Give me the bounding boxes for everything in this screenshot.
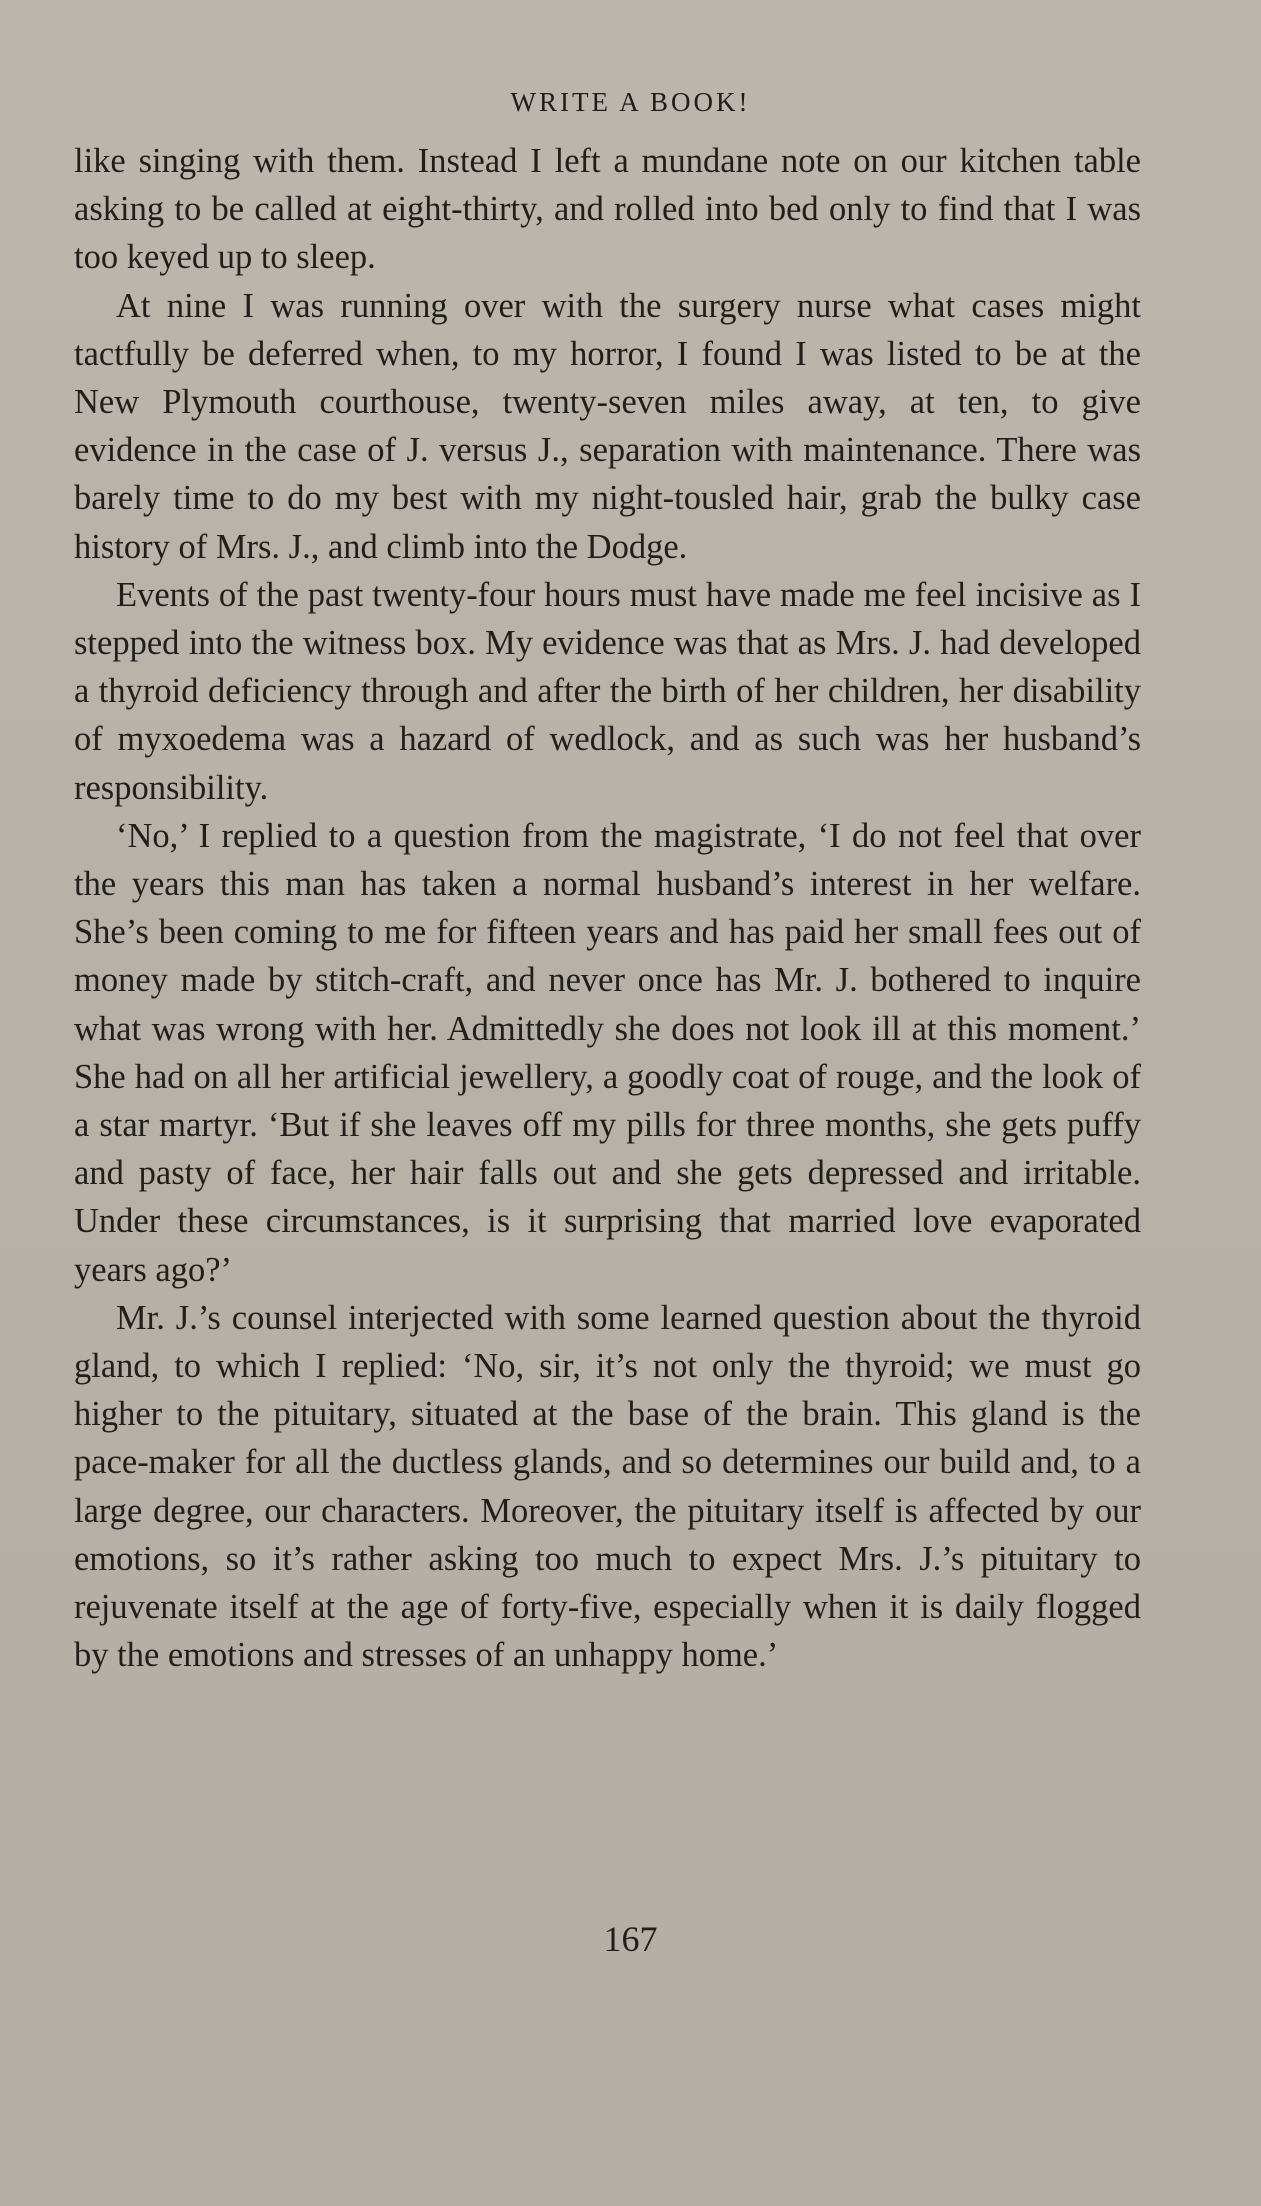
paragraph: Mr. J.’s counsel interjected with some learned question about the thyroid gland, to which I replied: ‘No, sir, it’s not only the thyroid; we must go higher to the pituitary, situated at the base of the brain. This gland is the pace-maker for all the ductless glands, and so determines our build and, to a large degree, our characters. Moreover, the pituitary itself is affected by our emotions, so it’s rather asking too much to expect Mrs. J.’s pituitary to rejuvenate itself at the age of forty-five, especially when it is daily flogged by the emotions and stresses of an unhappy home.’ xyxy=(74,1298,1141,1675)
page-number: 167 xyxy=(603,1919,658,1959)
paragraph: At nine I was running over with the surgery nurse what cases might tactfully be deferred when, to my horror, I found I was listed to be at the New Plymouth courthouse, twenty-seven miles away, at ten, to give evidence in the case of J. versus J., separation with maintenance. There was barely time to do my best with my night-tousled hair, grab the bulky case history of Mrs. J., and climb into the Dodge. xyxy=(74,286,1141,566)
running-head: WRITE A BOOK! xyxy=(510,87,751,117)
paragraph: ‘No,’ I replied to a question from the magistrate, ‘I do not feel that over the years this man has taken a normal husband’s interest in her welfare. She’s been coming to me for fifteen years and has paid her small fees out of money made by stitch-craft, and never once has Mr. J. bothered to inquire what was wrong with her. Admittedly she does not look ill at this moment.’ She had on all her artificial jewellery, a goodly coat of rouge, and the look of a star martyr. ‘But if she leaves off my pills for three months, she gets puffy and pasty of face, her hair falls out and she gets depressed and irritable. Under these circumstances, is it surprising that married love evaporated years ago?’ xyxy=(74,816,1141,1289)
paragraph-continued: like singing with them. Instead I left a mundane note on our kitchen table asking to be called at eight-thirty, and rolled into bed only to find that I was too keyed up to sleep. xyxy=(74,142,1141,277)
body-text xyxy=(74,137,1141,1680)
paragraph: Events of the past twenty-four hours must have made me feel incisive as I stepped into the witness box. My evidence was that as Mrs. J. had developed a thyroid deficiency through and after the birth of her children, her disability of myxoedema was a hazard of wedlock, and as such was her husband’s responsibility. xyxy=(74,575,1141,807)
